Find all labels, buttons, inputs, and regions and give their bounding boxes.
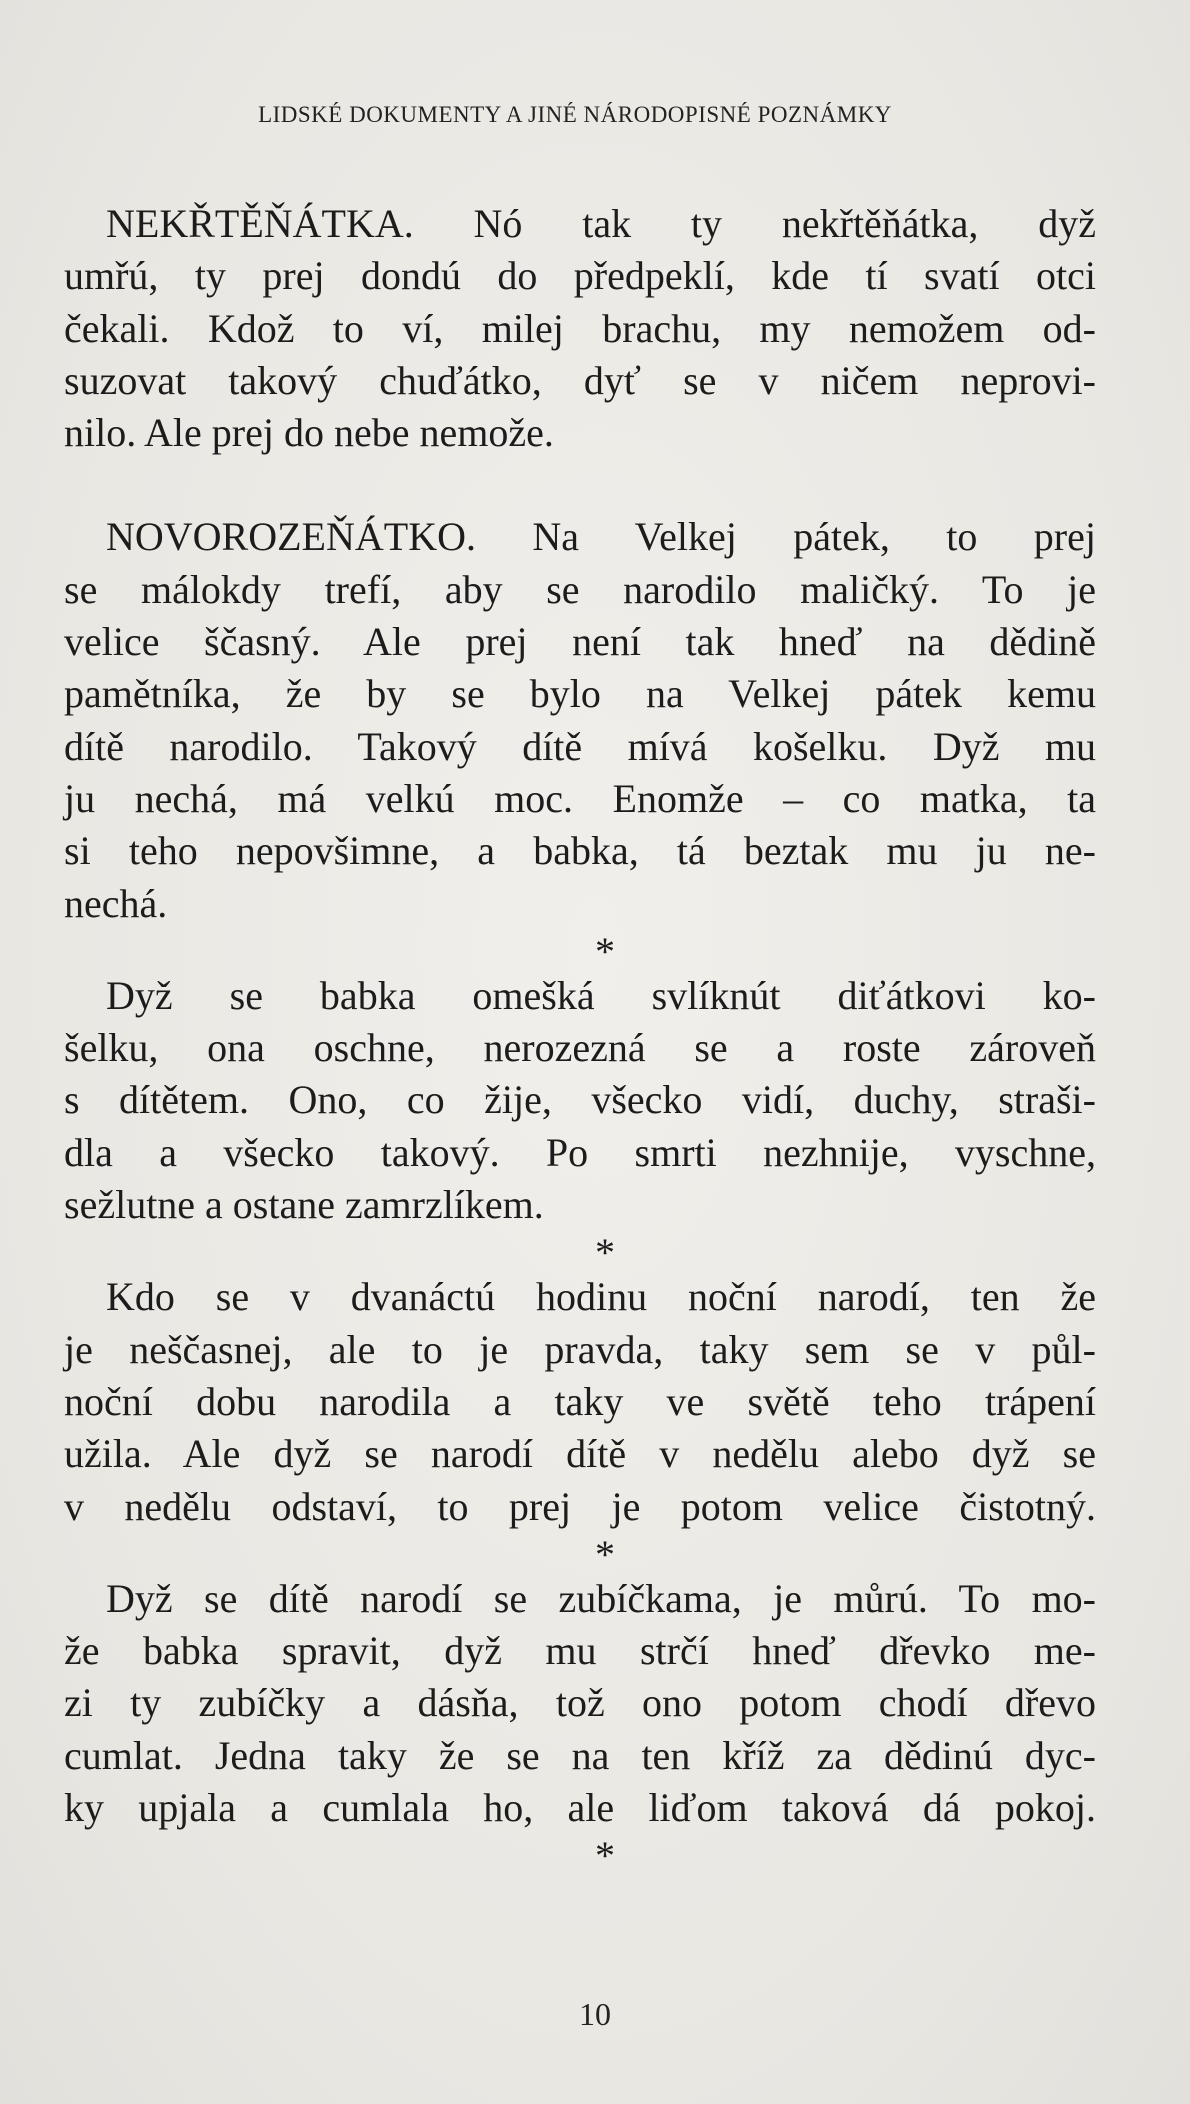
text-line: umřú, ty prej dondú do předpeklí, kde tí svatí otci — [64, 253, 1096, 299]
section-separator: * — [595, 928, 615, 974]
paragraph-mura — [64, 1573, 1096, 1834]
text-line: se málokdy trefí, aby se narodilo maličký. To je — [64, 566, 1096, 612]
text-line: že babka spravit, dyž mu strčí hneď dřevko me- — [64, 1628, 1096, 1674]
text-line: dla a všecko takový. Po smrti nezhnije, vyschne, — [64, 1129, 1096, 1175]
text-line: nechá. — [64, 880, 168, 926]
text-line: sežlutne a ostane zamrzlíkem. — [64, 1182, 544, 1228]
text-line: velice ščasný. Ale prej není tak hneď na dědině — [64, 619, 1096, 665]
section-separator: * — [595, 1833, 615, 1879]
text-line: užila. Ale dyž se narodí dítě v nedělu alebo dyž se — [64, 1431, 1096, 1477]
text-line: šelku, ona oschne, nerozezná se a roste zároveň — [64, 1025, 1096, 1071]
text-line: v nedělu odstaví, to prej je potom velice čistotný. — [64, 1483, 1096, 1529]
page-body — [64, 198, 1096, 1879]
page-number: 10 — [579, 1996, 611, 2032]
section-separator: * — [595, 1531, 615, 1577]
text-line: pamětníka, že by se bylo na Velkej pátek kemu — [64, 671, 1096, 717]
text-line: Dyž se dítě narodí se zubíčkama, je můrú. To mo- — [106, 1575, 1096, 1621]
text-line: si teho nepovšimne, a babka, tá beztak mu ju ne- — [64, 828, 1096, 874]
text-line: ky upjala a cumlala ho, ale liďom taková dá pokoj. — [64, 1785, 1096, 1831]
text-line: Dyž se babka omešká svlíknút diťátkovi ko- — [106, 972, 1096, 1018]
paragraph-novorozenatko — [64, 511, 1096, 929]
text-line: nilo. Ale prej do nebe nemože. — [64, 410, 554, 456]
text-line: suzovat takový chuďátko, dyť se v ničem neprovi- — [64, 357, 1096, 403]
paragraph-gap — [64, 459, 1096, 511]
paragraph-koselka — [64, 970, 1096, 1231]
text-line: Kdo se v dvanáctú hodinu noční narodí, ten že — [106, 1274, 1096, 1320]
paragraph-nekrtenatka — [64, 198, 1096, 459]
text-line: cumlat. Jedna taky že se na ten kříž za dědinú dyc- — [64, 1732, 1096, 1778]
text-line: zi ty zubíčky a dásňa, tož ono potom chodí dřevo — [64, 1680, 1096, 1726]
text-line: je neščasnej, ale to je pravda, taky sem se v půl- — [64, 1326, 1096, 1372]
text-line: s dítětem. Ono, co žije, všecko vidí, duchy, straši- — [64, 1077, 1096, 1123]
text-line: noční dobu narodila a taky ve světě teho trápení — [64, 1378, 1096, 1424]
section-separator: * — [595, 1230, 615, 1276]
text-line: NEKŘTĚŇÁTKA. Nó tak ty nekřtěňátka, dyž — [106, 201, 1096, 246]
text-line: dítě narodilo. Takový dítě mívá košelku. Dyž mu — [64, 723, 1096, 769]
text-line: NOVOROZEŇÁTKO. Na Velkej pátek, to prej — [106, 514, 1096, 560]
running-head: LIDSKÉ DOKUMENTY A JINÉ NÁRODOPISNÉ POZNÁMKY — [258, 102, 892, 127]
text-line: ju nechá, má velkú moc. Enomže – co matka, ta — [64, 775, 1096, 821]
text-line: čekali. Kdož to ví, milej brachu, my nemožem od- — [64, 305, 1096, 351]
paragraph-pulnoc — [64, 1271, 1096, 1532]
